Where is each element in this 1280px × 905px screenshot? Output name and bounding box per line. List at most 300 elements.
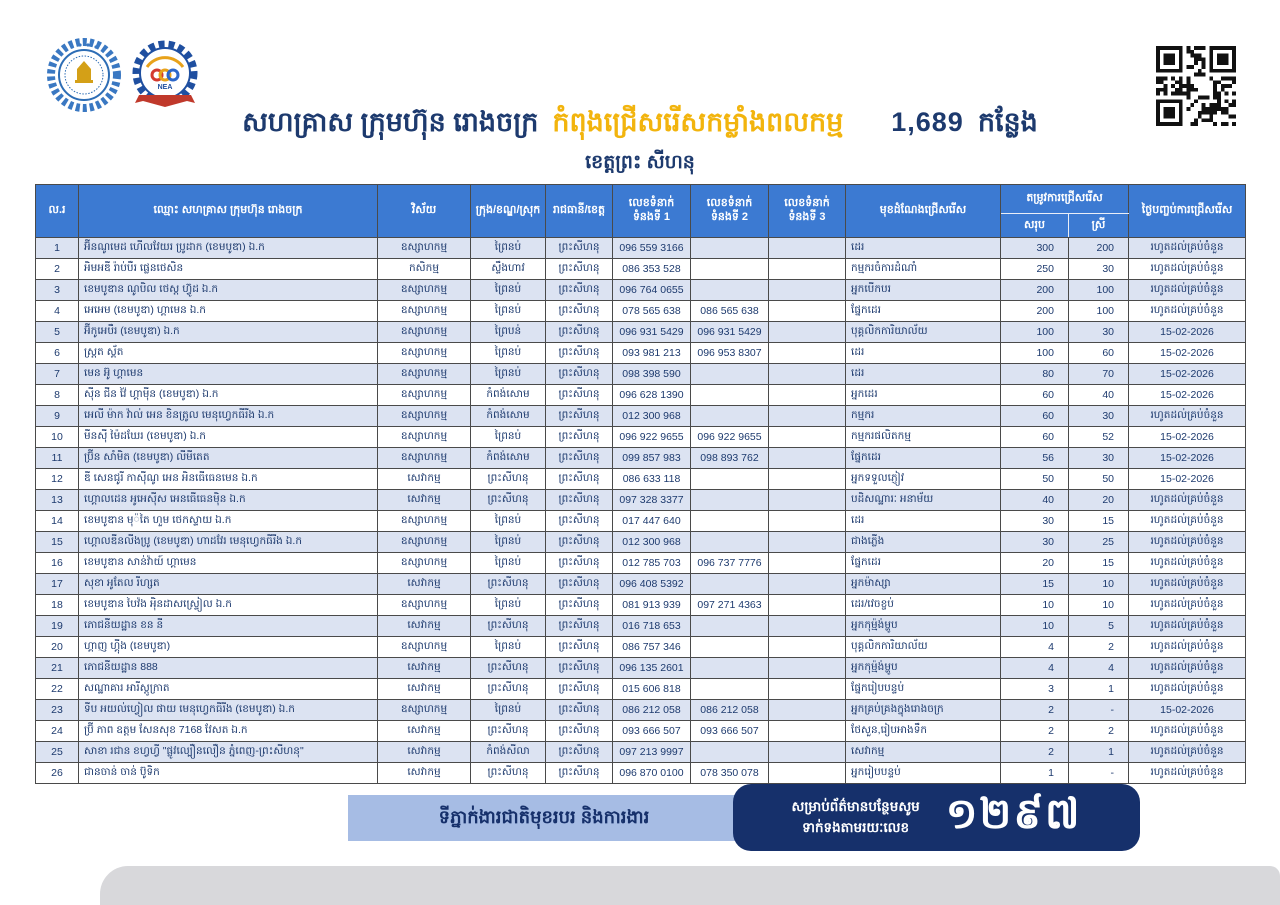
- table-row: [36, 679, 1246, 700]
- cell-district: ព្រះសីហនុ: [471, 679, 546, 700]
- cell-province: ព្រះសីហនុ: [546, 448, 613, 469]
- cell-district: ព្រៃនប់: [471, 364, 546, 385]
- col-province: រាជធានី/ខេត្ត: [546, 185, 613, 238]
- cell-phone1: 086 353 528: [613, 259, 691, 280]
- cell-deadline: 15-02-2026: [1129, 364, 1246, 385]
- cell-female: 1: [1069, 679, 1129, 700]
- cell-phone3: [769, 406, 846, 427]
- cell-district: ព្រៃនប់: [471, 343, 546, 364]
- cell-district: ព្រះសីហនុ: [471, 658, 546, 679]
- table-row: [36, 616, 1246, 637]
- cell-province: ព្រះសីហនុ: [546, 280, 613, 301]
- cell-district: ស្ទឹងហាវ: [471, 259, 546, 280]
- cell-name: ខេមបូឌាន បៃវ៉ង អុិនដាសស្រ្ទៀល ឯ.ក: [79, 595, 378, 616]
- cell-no: 23: [36, 700, 79, 721]
- cell-position: ផ្នែករៀបបន្ទប់: [846, 679, 1001, 700]
- cell-province: ព្រះសីហនុ: [546, 427, 613, 448]
- cell-phone1: 097 328 3377: [613, 490, 691, 511]
- hotline-caption: [791, 797, 919, 839]
- cell-total: 56: [1001, 448, 1069, 469]
- nea-seal-icon: [127, 37, 203, 117]
- cell-position: ដេរ: [846, 238, 1001, 259]
- cell-phone1: 096 559 3166: [613, 238, 691, 259]
- cell-phone3: [769, 238, 846, 259]
- cell-no: 20: [36, 637, 79, 658]
- cell-female: 70: [1069, 364, 1129, 385]
- cell-phone1: 086 633 118: [613, 469, 691, 490]
- cell-phone2: 086 565 638: [691, 301, 769, 322]
- cell-phone2: 096 953 8307: [691, 343, 769, 364]
- cell-phone2: 098 893 762: [691, 448, 769, 469]
- cell-sector: សេវាកម្ម: [378, 742, 471, 763]
- cell-position: សេវាកម្ម: [846, 742, 1001, 763]
- cell-phone3: [769, 385, 846, 406]
- cell-phone3: [769, 742, 846, 763]
- cell-sector: សេវាកម្ម: [378, 616, 471, 637]
- table-row: [36, 259, 1246, 280]
- cell-deadline: 15-02-2026: [1129, 700, 1246, 721]
- cell-province: ព្រះសីហនុ: [546, 595, 613, 616]
- col-name: ឈ្មោះ សហគ្រាស ក្រុមហ៊ុន រោងចក្រ: [79, 185, 378, 238]
- cell-deadline: រហូតដល់គ្រប់ចំនួន: [1129, 238, 1246, 259]
- cell-phone3: [769, 658, 846, 679]
- cell-district: ព្រៃនប់: [471, 511, 546, 532]
- cell-total: 80: [1001, 364, 1069, 385]
- cell-province: ព្រះសីហនុ: [546, 637, 613, 658]
- cell-deadline: រហូតដល់គ្រប់ចំនួន: [1129, 490, 1246, 511]
- cell-female: -: [1069, 763, 1129, 784]
- cell-position: អ្នកបើកបរ: [846, 280, 1001, 301]
- cell-name: អេលី ម៉ាក វ៉ាល់ អេន ខិនត្រូល មេនុហ្វេកធីរីង ឯ.ក: [79, 406, 378, 427]
- table-row: [36, 721, 1246, 742]
- cell-phone3: [769, 574, 846, 595]
- cell-phone1: 096 408 5392: [613, 574, 691, 595]
- cell-phone1: 086 212 058: [613, 700, 691, 721]
- cell-sector: ឧស្សាហកម្ម: [378, 532, 471, 553]
- cell-position: ដេរ: [846, 343, 1001, 364]
- cell-sector: ឧស្សាហកម្ម: [378, 553, 471, 574]
- cell-phone1: 093 666 507: [613, 721, 691, 742]
- cell-total: 4: [1001, 637, 1069, 658]
- cell-phone3: [769, 259, 846, 280]
- cell-no: 4: [36, 301, 79, 322]
- cell-district: ព្រះសីហនុ: [471, 763, 546, 784]
- table-row: [36, 574, 1246, 595]
- cell-phone3: [769, 637, 846, 658]
- cell-phone1: 096 764 0655: [613, 280, 691, 301]
- ministry-seal-icon: [44, 35, 124, 115]
- cell-position: ផ្នែកដេរ: [846, 553, 1001, 574]
- cell-name: ប្រ៊ីន សាំមិត (ខេមបូឌា) លីមីតេត: [79, 448, 378, 469]
- cell-phone1: 012 785 703: [613, 553, 691, 574]
- cell-sector: ឧស្សាហកម្ម: [378, 595, 471, 616]
- cell-name: ហ្គោលដេន អូអេស៊ីស អេនធើធេនមុិន ឯ.ក: [79, 490, 378, 511]
- table-row: [36, 322, 1246, 343]
- cell-deadline: 15-02-2026: [1129, 469, 1246, 490]
- cell-name: ឌី សេនជូរី កាស៊ីណូ អេន អិនធើធេនមេន ឯ.ក: [79, 469, 378, 490]
- cell-position: កម្មករផលិតកម្ម: [846, 427, 1001, 448]
- cell-phone2: 093 666 507: [691, 721, 769, 742]
- cell-total: 40: [1001, 490, 1069, 511]
- agency-banner: [348, 795, 740, 841]
- cell-province: ព្រះសីហនុ: [546, 700, 613, 721]
- cell-province: ព្រះសីហនុ: [546, 238, 613, 259]
- cell-position: កម្មករចំការដំណាំ: [846, 259, 1001, 280]
- cell-phone3: [769, 721, 846, 742]
- cell-deadline: រហូតដល់គ្រប់ចំនួន: [1129, 553, 1246, 574]
- cell-district: ព្រៃនប់: [471, 280, 546, 301]
- cell-district: ព្រះសីហនុ: [471, 721, 546, 742]
- cell-province: ព្រះសីហនុ: [546, 721, 613, 742]
- cell-name: ភោជនីយដ្ឋាន 888: [79, 658, 378, 679]
- vacancy-unit: កន្លែង: [977, 107, 1038, 137]
- cell-deadline: រហូតដល់គ្រប់ចំនួន: [1129, 532, 1246, 553]
- cell-phone2: [691, 490, 769, 511]
- cell-name: ភោជនីយដ្ឋាន ខន នី: [79, 616, 378, 637]
- cell-position: អ្នកកុម្ម៉ង់ម្ហូប: [846, 616, 1001, 637]
- cell-phone3: [769, 679, 846, 700]
- cell-phone1: 086 757 346: [613, 637, 691, 658]
- table-row: [36, 301, 1246, 322]
- cell-phone2: [691, 616, 769, 637]
- cell-phone1: 096 135 2601: [613, 658, 691, 679]
- cell-deadline: រហូតដល់គ្រប់ចំនួន: [1129, 280, 1246, 301]
- table-body: [36, 238, 1246, 784]
- cell-phone3: [769, 427, 846, 448]
- cell-no: 22: [36, 679, 79, 700]
- cell-phone3: [769, 700, 846, 721]
- cell-female: 4: [1069, 658, 1129, 679]
- cell-no: 15: [36, 532, 79, 553]
- cell-total: 200: [1001, 280, 1069, 301]
- col-total: សរុប: [1001, 214, 1069, 238]
- cell-deadline: រហូតដល់គ្រប់ចំនួន: [1129, 511, 1246, 532]
- cell-phone3: [769, 553, 846, 574]
- cell-name: ខេមបូឌាន មុ៉តៃ ហួម ថេកស្ទាយ ឯ.ក: [79, 511, 378, 532]
- table-row: [36, 385, 1246, 406]
- cell-female: 15: [1069, 553, 1129, 574]
- cell-phone1: 012 300 968: [613, 406, 691, 427]
- cell-no: 11: [36, 448, 79, 469]
- cell-female: 30: [1069, 322, 1129, 343]
- cell-sector: ឧស្សាហកម្ម: [378, 448, 471, 469]
- cell-district: កំពង់សីលា: [471, 742, 546, 763]
- col-no: ល.រ: [36, 185, 79, 238]
- cell-female: 200: [1069, 238, 1129, 259]
- jobs-table: [35, 184, 1246, 784]
- cell-district: ព្រៃនប់: [471, 595, 546, 616]
- cell-phone3: [769, 763, 846, 784]
- cell-female: 50: [1069, 469, 1129, 490]
- cell-phone1: 098 398 590: [613, 364, 691, 385]
- cell-position: បុគ្គលិកការិយាល័យ: [846, 322, 1001, 343]
- cell-no: 10: [36, 427, 79, 448]
- cell-name: អ៊ីកូអេបឺរ (ខេមបូឌា) ឯ.ក: [79, 322, 378, 343]
- cell-district: ព្រៃនប់: [471, 553, 546, 574]
- cell-sector: ឧស្សាហកម្ម: [378, 301, 471, 322]
- cell-province: ព្រះសីហនុ: [546, 259, 613, 280]
- table-row: [36, 658, 1246, 679]
- cell-deadline: រហូតដល់គ្រប់ចំនួន: [1129, 658, 1246, 679]
- cell-phone3: [769, 448, 846, 469]
- cell-province: ព្រះសីហនុ: [546, 490, 613, 511]
- cell-position: ដេរ/វេចខ្ចប់: [846, 595, 1001, 616]
- col-need-group: តម្រូវការជ្រើសរើស: [1001, 185, 1129, 214]
- cell-phone1: 096 628 1390: [613, 385, 691, 406]
- cell-sector: សេវាកម្ម: [378, 658, 471, 679]
- hotline-caption-line1: សម្រាប់ព័ត៌មានបន្ថែមសូម: [791, 798, 920, 814]
- cell-sector: សេវាកម្ម: [378, 490, 471, 511]
- cell-female: 52: [1069, 427, 1129, 448]
- cell-no: 12: [36, 469, 79, 490]
- cell-deadline: រហូតដល់គ្រប់ចំនួន: [1129, 574, 1246, 595]
- cell-position: អ្នកម៉ាស្សា: [846, 574, 1001, 595]
- cell-name: ខេមបូឌាន ណូបិល ថេស្ដ ហ៊្វូដ ឯ.ក: [79, 280, 378, 301]
- cell-female: 30: [1069, 406, 1129, 427]
- cell-name: អេអេម (ខេមបូឌា) ហ្គាមេន ឯ.ក: [79, 301, 378, 322]
- cell-female: 30: [1069, 259, 1129, 280]
- cell-female: 60: [1069, 343, 1129, 364]
- cell-deadline: រហូតដល់គ្រប់ចំនួន: [1129, 301, 1246, 322]
- cell-deadline: រហូតដល់គ្រប់ចំនួន: [1129, 679, 1246, 700]
- cell-no: 2: [36, 259, 79, 280]
- cell-sector: ឧស្សាហកម្ម: [378, 385, 471, 406]
- agency-name: ទីភ្នាក់ងារជាតិមុខរបរ និងការងារ: [438, 806, 650, 827]
- cell-female: -: [1069, 700, 1129, 721]
- cell-sector: ឧស្សាហកម្ម: [378, 427, 471, 448]
- cell-phone2: [691, 406, 769, 427]
- cell-total: 2: [1001, 700, 1069, 721]
- cell-phone2: [691, 469, 769, 490]
- cell-phone1: 096 870 0100: [613, 763, 691, 784]
- cell-no: 25: [36, 742, 79, 763]
- cell-phone2: 078 350 078: [691, 763, 769, 784]
- cell-phone2: [691, 532, 769, 553]
- cell-total: 20: [1001, 553, 1069, 574]
- cell-deadline: រហូតដល់គ្រប់ចំនួន: [1129, 595, 1246, 616]
- cell-no: 3: [36, 280, 79, 301]
- cell-phone3: [769, 490, 846, 511]
- cell-total: 10: [1001, 616, 1069, 637]
- cell-total: 1: [1001, 763, 1069, 784]
- cell-district: ព្រៃបន់: [471, 322, 546, 343]
- table-row: [36, 595, 1246, 616]
- cell-no: 6: [36, 343, 79, 364]
- cell-sector: កសិកម្ម: [378, 259, 471, 280]
- col-deadline: ថ្ងៃបញ្ចប់ការជ្រើសរើស: [1129, 185, 1246, 238]
- cell-phone2: 096 931 5429: [691, 322, 769, 343]
- col-position: មុខដំណែងជ្រើសរើស: [846, 185, 1001, 238]
- cell-deadline: រហូតដល់គ្រប់ចំនួន: [1129, 259, 1246, 280]
- cell-district: ព្រះសីហនុ: [471, 616, 546, 637]
- cell-total: 250: [1001, 259, 1069, 280]
- col-sector: វិស័យ: [378, 185, 471, 238]
- cell-female: 10: [1069, 574, 1129, 595]
- table-row: [36, 553, 1246, 574]
- cell-total: 3: [1001, 679, 1069, 700]
- cell-phone3: [769, 364, 846, 385]
- cell-name: ខេមបូឌាន សាន់វ៉ាយ៍ ហ្គាមេន: [79, 553, 378, 574]
- cell-female: 20: [1069, 490, 1129, 511]
- cell-name: ជានចាន់ ចាន់ ប៊ូទិក: [79, 763, 378, 784]
- cell-name: ហ្គោលឌីនលីងប្រូ (ខេមបូឌា) ហាដវែរ មេនុហ្វេកធីរីង ឯ.ក: [79, 532, 378, 553]
- cell-phone3: [769, 301, 846, 322]
- cell-phone1: 081 913 939: [613, 595, 691, 616]
- cell-position: កម្មករ: [846, 406, 1001, 427]
- cell-phone1: 017 447 640: [613, 511, 691, 532]
- cell-sector: ឧស្សាហកម្ម: [378, 343, 471, 364]
- cell-position: អ្នកទទួលភ្ញៀវ: [846, 469, 1001, 490]
- page-title: [0, 106, 1280, 145]
- cell-district: ព្រះសីហនុ: [471, 574, 546, 595]
- cell-name: ហ្គាញ ហ្គុីង (ខេមបូឌា): [79, 637, 378, 658]
- table-header: [36, 185, 1246, 238]
- table-row: [36, 343, 1246, 364]
- table-row: [36, 364, 1246, 385]
- cell-phone1: 099 857 983: [613, 448, 691, 469]
- cell-district: ព្រៃនប់: [471, 427, 546, 448]
- cell-sector: ឧស្សាហកម្ម: [378, 364, 471, 385]
- hotline-number: ១២៩៧: [945, 789, 1082, 837]
- cell-phone2: [691, 742, 769, 763]
- cell-phone1: 078 565 638: [613, 301, 691, 322]
- col-phone2: លេខទំនាក់ទំនងទី 2: [691, 185, 769, 238]
- table-row: [36, 469, 1246, 490]
- cell-total: 300: [1001, 238, 1069, 259]
- cell-female: 10: [1069, 595, 1129, 616]
- cell-district: ព្រះសីហនុ: [471, 469, 546, 490]
- svg-text:NEA: NEA: [157, 84, 173, 91]
- cell-district: ព្រៃនប់: [471, 700, 546, 721]
- col-district: ក្រុង/ខណ្ឌ/ស្រុក: [471, 185, 546, 238]
- cell-province: ព្រះសីហនុ: [546, 301, 613, 322]
- cell-position: បដិសណ្ឋារៈ អនាម័យ: [846, 490, 1001, 511]
- title-main: សហគ្រាស ក្រុមហ៊ុន រោងចក្រ: [242, 107, 539, 137]
- title-highlight: កំពុងជ្រើសរើសកម្លាំងពលកម្ម: [552, 107, 844, 137]
- hotline-caption-line2: ទាក់ទងតាមរយៈលេខ: [802, 819, 910, 835]
- cell-total: 60: [1001, 427, 1069, 448]
- cell-deadline: រហូតដល់គ្រប់ចំនួន: [1129, 742, 1246, 763]
- cell-phone2: [691, 511, 769, 532]
- cell-no: 8: [36, 385, 79, 406]
- cell-female: 2: [1069, 637, 1129, 658]
- cell-female: 15: [1069, 511, 1129, 532]
- cell-province: ព្រះសីហនុ: [546, 385, 613, 406]
- cell-female: 30: [1069, 448, 1129, 469]
- cell-phone3: [769, 280, 846, 301]
- cell-sector: សេវាកម្ម: [378, 721, 471, 742]
- cell-phone1: 096 931 5429: [613, 322, 691, 343]
- cell-name: ស្ត្រត ស្គ័ត: [79, 343, 378, 364]
- table-row: [36, 763, 1246, 784]
- cell-no: 18: [36, 595, 79, 616]
- cell-no: 17: [36, 574, 79, 595]
- cell-total: 2: [1001, 742, 1069, 763]
- cell-total: 200: [1001, 301, 1069, 322]
- cell-sector: ឧស្សាហកម្ម: [378, 406, 471, 427]
- cell-phone2: [691, 280, 769, 301]
- cell-district: ព្រៃនប់: [471, 238, 546, 259]
- cell-name: សុខា អូតែល រីហ្សត: [79, 574, 378, 595]
- cell-district: ព្រៃនប់: [471, 637, 546, 658]
- cell-name: មីនសុី ម៉ៃដឃែរ (ខេមបូឌា) ឯ.ក: [79, 427, 378, 448]
- cell-name: មេន អ៊ូ ហ្គាមេន: [79, 364, 378, 385]
- cell-sector: ឧស្សាហកម្ម: [378, 280, 471, 301]
- cell-sector: ឧស្សាហកម្ម: [378, 322, 471, 343]
- cell-total: 60: [1001, 406, 1069, 427]
- table-row: [36, 448, 1246, 469]
- cell-female: 100: [1069, 301, 1129, 322]
- cell-no: 5: [36, 322, 79, 343]
- table-row: [36, 406, 1246, 427]
- cell-phone2: 096 737 7776: [691, 553, 769, 574]
- cell-sector: សេវាកម្ម: [378, 679, 471, 700]
- cell-sector: សេវាកម្ម: [378, 469, 471, 490]
- cell-province: ព្រះសីហនុ: [546, 406, 613, 427]
- cell-deadline: 15-02-2026: [1129, 343, 1246, 364]
- cell-position: ផ្នែកដេរ: [846, 448, 1001, 469]
- cell-phone1: 097 213 9997: [613, 742, 691, 763]
- table-row: [36, 742, 1246, 763]
- cell-female: 1: [1069, 742, 1129, 763]
- table-row: [36, 637, 1246, 658]
- cell-phone1: 012 300 968: [613, 532, 691, 553]
- cell-position: ជាងភ្លើង: [846, 532, 1001, 553]
- cell-female: 25: [1069, 532, 1129, 553]
- cell-female: 2: [1069, 721, 1129, 742]
- cell-district: កំពង់សោម: [471, 406, 546, 427]
- cell-no: 9: [36, 406, 79, 427]
- cell-phone2: [691, 574, 769, 595]
- cell-phone2: [691, 259, 769, 280]
- cell-name: ស៊ីន ជីន វ៉ៃ ហ្គាមុីន (ខេមបូឌា) ឯ.ក: [79, 385, 378, 406]
- cell-phone2: [691, 364, 769, 385]
- cell-position: អ្នកដេរ: [846, 385, 1001, 406]
- cell-total: 10: [1001, 595, 1069, 616]
- cell-no: 24: [36, 721, 79, 742]
- table-row: [36, 532, 1246, 553]
- cell-sector: ឧស្សាហកម្ម: [378, 238, 471, 259]
- cell-total: 60: [1001, 385, 1069, 406]
- cell-deadline: រហូតដល់គ្រប់ចំនួន: [1129, 637, 1246, 658]
- cell-province: ព្រះសីហនុ: [546, 511, 613, 532]
- cell-district: កំពង់សោម: [471, 385, 546, 406]
- cell-province: ព្រះសីហនុ: [546, 763, 613, 784]
- cell-province: ព្រះសីហនុ: [546, 679, 613, 700]
- cell-no: 21: [36, 658, 79, 679]
- cell-phone2: [691, 679, 769, 700]
- cell-no: 16: [36, 553, 79, 574]
- cell-phone3: [769, 532, 846, 553]
- cell-phone1: 096 922 9655: [613, 427, 691, 448]
- cell-phone1: 015 606 818: [613, 679, 691, 700]
- cell-phone1: 093 981 213: [613, 343, 691, 364]
- table-row: [36, 238, 1246, 259]
- cell-position: អ្នកគ្រប់គ្រងក្នុងរោងចក្រ: [846, 700, 1001, 721]
- col-phone1: លេខទំនាក់ទំនងទី 1: [613, 185, 691, 238]
- cell-province: ព្រះសីហនុ: [546, 343, 613, 364]
- cell-deadline: 15-02-2026: [1129, 448, 1246, 469]
- cell-position: ដេរ: [846, 364, 1001, 385]
- province-subtitle: ខេត្តព្រះ សីហនុ: [585, 152, 695, 173]
- cell-total: 15: [1001, 574, 1069, 595]
- cell-district: កំពង់សោម: [471, 448, 546, 469]
- cell-total: 4: [1001, 658, 1069, 679]
- cell-position: ផ្នែកដេរ: [846, 301, 1001, 322]
- cell-province: ព្រះសីហនុ: [546, 553, 613, 574]
- cell-province: ព្រះសីហនុ: [546, 364, 613, 385]
- cell-phone2: [691, 385, 769, 406]
